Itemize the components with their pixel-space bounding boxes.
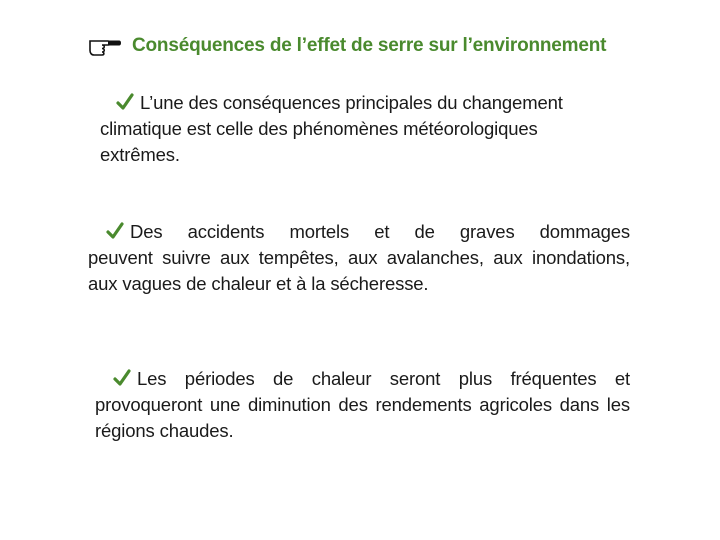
checkmark-icon: [106, 222, 124, 240]
bullet-item: [100, 90, 640, 168]
bullet-text: climatique est celle des phénomènes météorologiques: [100, 118, 538, 139]
bullet-line: [100, 90, 640, 116]
page-title: Conséquences de l’effet de serre sur l’environnement: [132, 35, 607, 56]
bullet-text: Des accidents mortels et de graves dommages: [130, 221, 630, 242]
pointing-hand-icon: [88, 35, 122, 57]
bullet-line: [95, 366, 630, 392]
bullet-text: provoqueront une diminution des rendements agricoles dans les régions chaudes.: [95, 394, 630, 441]
bullet-text: peuvent suivre aux tempêtes, aux avalanches, aux inondations, aux vagues de chaleur et à la sécheresse.: [88, 247, 630, 294]
checkmark-icon: [116, 93, 134, 111]
bullet-text: L’une des conséquences principales du changement: [140, 92, 563, 113]
checkmark-icon: [113, 369, 131, 387]
bullet-text: extrêmes.: [100, 144, 180, 165]
bullet-text: Les périodes de chaleur seront plus fréquentes et: [137, 368, 630, 389]
bullet-item: [88, 219, 630, 297]
bullet-line: [88, 219, 630, 245]
bullet-item: [95, 366, 630, 444]
slide-title: [88, 30, 708, 62]
